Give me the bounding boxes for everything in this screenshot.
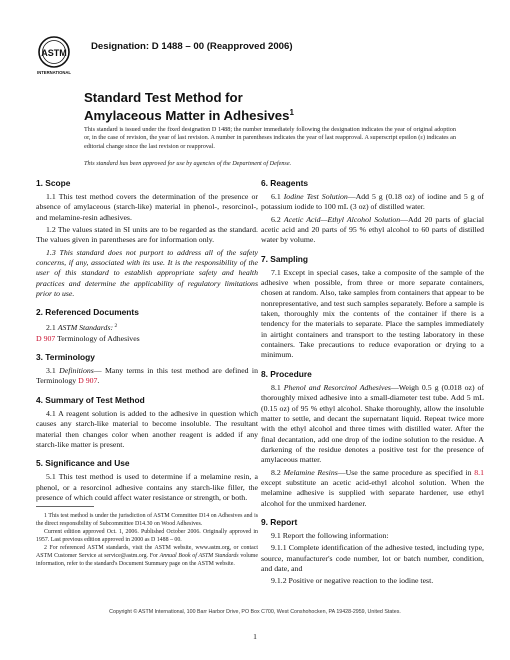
paragraph-1-1: 1.1 This test method covers the determination of the presence or absence of amylaceous (starch-like) material in phenol-, resorcinol-, and melamine-resin adhesives.: [36, 192, 258, 222]
paragraph-6-2-text: —Add 20 parts of glacial acetic acid and 20 parts of 95 % ethyl alcohol to 60 parts of distilled water by volume.: [261, 214, 485, 245]
paragraph-1-3: [36, 248, 258, 300]
paragraph-8-1-number: 8.1: [271, 382, 284, 392]
paragraph-6-1-number: 6.1: [271, 192, 284, 201]
title-main: Amylaceous Matter in Adhesives: [84, 108, 290, 123]
designation: Designation: D 1488 – 00 (Reapproved 2006): [91, 41, 293, 52]
paragraph-6-2-number: 6.2: [271, 214, 284, 224]
section-heading-sampling: 7. Sampling: [261, 253, 309, 264]
paragraph-6-1-text: —Add 5 g (0.18 oz) of iodine and 5 g of potassium iodide to 100 mL (3 oz) of distilled water.: [261, 192, 485, 212]
astm-logo: [34, 34, 78, 78]
section-heading-summary: 4. Summary of Test Method: [36, 394, 145, 405]
paragraph-3-1: [36, 366, 258, 387]
paragraph-1-2: 1.2 The values stated in SI units are to be regarded as the standard. The values given in parentheses are for information only.: [36, 225, 258, 245]
paragraph-3-1-number: 3.1: [46, 366, 60, 376]
footnote-2-text-b: volume information, refer to the standard's Document Summary page on the ASTM website.: [36, 552, 258, 567]
paragraph-5-1: 5.1 This test method is used to determine if a melamine resin, a phenol, or a resorcinol adhesive contains any starch-like filler, the presence of which could affect water resistance or strength, or both.: [36, 472, 258, 502]
paragraph-3-1-text: — Many terms in this test method are defined in Terminology: [36, 366, 258, 386]
footnote-ref-2: 2: [113, 323, 118, 330]
section-heading-referenced-documents: 2. Referenced Documents: [36, 307, 139, 318]
left-column: [36, 178, 258, 505]
melamine-resins-label: Melamine Resins: [283, 467, 338, 477]
section-heading-scope: 1. Scope: [36, 178, 71, 188]
defense-approval-note: This standard has been approved for use by agencies of the Department of Defense.: [84, 160, 292, 167]
paragraph-8-2: [261, 468, 484, 509]
paragraph-8-1-text: —Weigh 0.5 g (0.018 oz) of thoroughly mixed adhesive into a small-diameter test tube. Add 5 mL (0.15 oz) of 95 % ethyl alcohol. Shake thoroughly, allow the insoluble matter to settle, and decant the supernatant liquid. Repeat twice more with the ethyl alcohol and three times with distilled water. After the final decantation, add one drop of the iodine solution to the residue. A darkening of the residue denotes a positive test for the presence of amylaceous matter.: [261, 382, 485, 465]
right-column: [261, 178, 484, 589]
footnote-2: [36, 545, 258, 568]
referenced-standard-title: Terminology of Adhesives: [55, 333, 140, 343]
logo-text: ASTM: [41, 48, 67, 58]
paragraph-8-2-text-b: except substitute an acetic acid-ethyl alcohol solution. When the melamine adhesive is supplied with separate hardener, use ethyl alcohol for the unmixed hardener.: [261, 477, 484, 508]
logo-subtext: INTERNATIONAL: [37, 70, 71, 75]
standard-issuance-note: This standard is issued under the fixed designation D 1488; the number immediately following the designation indicates the year of original adoption or, in the case of revision, the year of last revision. A number in parentheses indicates the year of last reapproval. A superscript epsilon (ε) indicates an editorial change since the last revision or reapproval.: [84, 126, 456, 150]
link-d907-terminology[interactable]: D 907: [78, 376, 98, 386]
paragraph-7-1: 7.1 Except in special cases, take a composite of the sample of the adhesive when possible, from three or more separate containers, chosen at random. Also, take samples from containers that appear to be nonrepresentative, and test such samples separately. Before a sample is taken, thoroughly mix the contents of the container if there is a tendency for the materials to separate. Place the samples immediately in airtight containers and transport to the testing laboratory in these containers. Take precautions to reduce evaporation or drying to a minimum.: [261, 267, 484, 360]
section-heading-reagents: 6. Reagents: [261, 178, 309, 188]
paragraph-6-1: [261, 192, 484, 213]
paragraph-8-2-number: 8.2: [271, 467, 284, 477]
section-heading-procedure: 8. Procedure: [261, 368, 312, 379]
footnote-2-text-a: 2 For referenced ASTM standards, visit the ASTM website, www.astm.org, or contact ASTM Customer Service at service@astm.org. For: [36, 545, 258, 559]
section-heading-terminology: 3. Terminology: [36, 352, 95, 363]
title-line-1: Standard Test Method for: [84, 90, 243, 105]
astm-standards-label: ASTM Standards:: [57, 323, 114, 333]
link-d907[interactable]: D 907: [36, 333, 56, 343]
footnotes: [36, 506, 258, 569]
section-heading-report: 9. Report: [261, 516, 298, 527]
paragraph-9-1: 9.1 Report the following information:: [271, 530, 389, 540]
footnote-divider: [36, 506, 94, 507]
page-number: 1: [253, 632, 257, 641]
paragraph-3-1-end: .: [97, 376, 100, 386]
paragraph-9-1-1: 9.1.1 Complete identification of the adhesive tested, including type, source, manufacturer's code number, lot or batch number, condition, and date, and: [261, 543, 484, 573]
referenced-standard-d907: [36, 334, 258, 344]
document-title: [84, 90, 294, 123]
title-line-2: [84, 105, 294, 123]
title-footnote-mark: 1: [289, 108, 294, 117]
footnote-1: 1 This test method is under the jurisdiction of ASTM Committee D14 on Adhesives and is the direct responsibility of Subcommittee D14.30 on Wood Adhesives.: [36, 513, 258, 527]
acetic-acid-solution-label: Acetic Acid—Ethyl Alcohol Solution: [283, 214, 401, 224]
definitions-label: Definitions: [59, 366, 94, 376]
footnote-2-book-title: Annual Book of ASTM Standards: [159, 552, 239, 559]
section-heading-significance: 5. Significance and Use: [36, 458, 130, 469]
phenol-resorcinol-label: Phenol and Resorcinol Adhesives: [283, 382, 391, 392]
safety-statement: 1.3 This standard does not purport to address all of the safety concerns, if any, associated with its use. It is the responsibility of the user of this standard to establish appropriate safety and health practices and determine the applicability of regulatory limitations prior to use.: [36, 247, 258, 299]
iodine-solution-label: Iodine Test Solution: [283, 192, 348, 201]
paragraph-2-1: [36, 321, 258, 333]
link-section-8-1[interactable]: 8.1: [474, 467, 485, 477]
paragraph-8-1: [261, 383, 484, 466]
paragraph-6-2: [261, 215, 484, 246]
paragraph-2-1-number: 2.1: [46, 323, 58, 333]
copyright-line: Copyright © ASTM International, 100 Barr Harbor Drive, PO Box C700, West Conshohocken, PA 19428-2959, United States.: [109, 609, 401, 615]
footnote-1-edition: Current edition approved Oct. 1, 2006. Published October 2006. Originally approved in 1957. Last previous edition approved in 2000 as D 1488 – 00.: [36, 529, 258, 543]
paragraph-8-2-text-a: —Use the same procedure as specified in: [337, 467, 475, 477]
paragraph-9-1-2: 9.1.2 Positive or negative reaction to the iodine test.: [271, 576, 434, 586]
paragraph-4-1: 4.1 A reagent solution is added to the adhesive in question which causes any starch-like material to become insoluble. The resultant material then changes color when another reagent is added if any starch-like matter is present.: [36, 408, 258, 449]
